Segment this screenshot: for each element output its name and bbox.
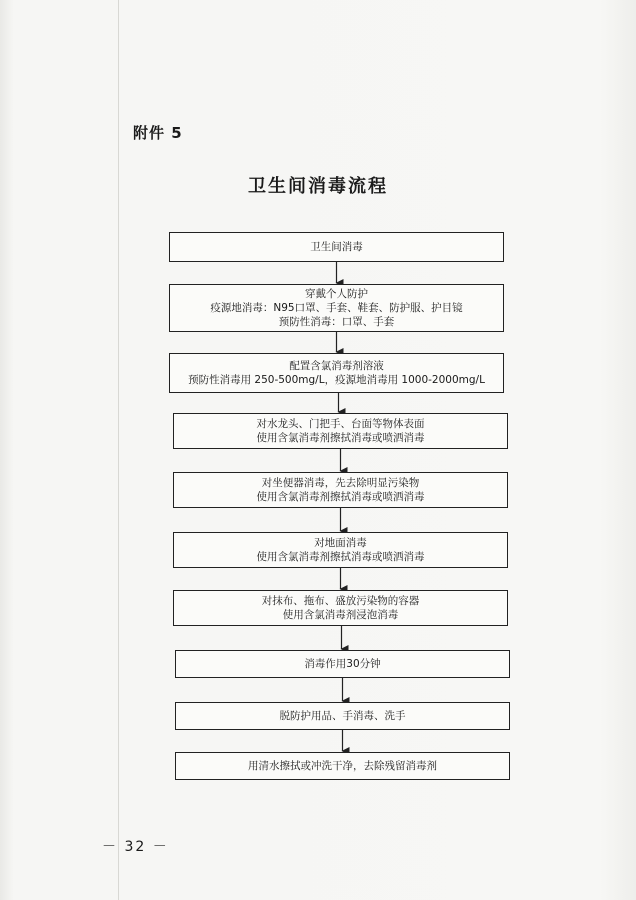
flow-step-7-line-1: 对抹布、拖布、盛放污染物的容器	[261, 595, 420, 607]
flow-step-5-line-2: 使用含氯消毒剂擦拭消毒或喷洒消毒	[256, 491, 425, 503]
flow-step-2-line-3: 预防性消毒：口罩、手套	[278, 316, 395, 328]
flow-step-7-line-2: 使用含氯消毒剂浸泡消毒	[282, 609, 399, 621]
flow-step-5	[173, 472, 508, 508]
flow-step-2-line-2: 疫源地消毒：N95口罩、手套、鞋套、防护服、护目镜	[210, 302, 463, 314]
flow-step-9	[175, 702, 510, 730]
page-number: － 32 －	[102, 839, 169, 855]
flow-step-3-line-2: 预防性消毒用 250-500mg/L，疫源地消毒用 1000-2000mg/L	[188, 374, 485, 386]
flow-step-9-line-1: 脱防护用品、手消毒、洗手	[279, 710, 406, 722]
flow-step-6	[173, 532, 508, 568]
flow-step-7	[173, 590, 508, 626]
flow-step-4-line-2: 使用含氯消毒剂擦拭消毒或喷洒消毒	[256, 432, 425, 444]
flow-step-8-line-1: 消毒作用30分钟	[304, 658, 381, 670]
flow-step-8	[175, 650, 510, 678]
flow-step-2	[169, 284, 504, 332]
flow-step-6-line-2: 使用含氯消毒剂擦拭消毒或喷洒消毒	[256, 551, 425, 563]
flow-step-1	[169, 232, 504, 262]
flow-step-3	[169, 353, 504, 393]
page-title: 卫生间消毒流程	[248, 176, 388, 197]
flow-step-1-line-1: 卫生间消毒	[310, 241, 363, 253]
flow-step-5-line-1: 对坐便器消毒，先去除明显污染物	[261, 477, 420, 489]
flow-step-4-line-1: 对水龙头、门把手、台面等物体表面	[256, 418, 425, 430]
flow-step-10-line-1: 用清水擦拭或冲洗干净，去除残留消毒剂	[248, 760, 437, 772]
flow-step-10	[175, 752, 510, 780]
attachment-label: 附件 5	[133, 124, 183, 142]
flow-step-6-line-1: 对地面消毒	[314, 537, 367, 549]
flow-step-3-line-1: 配置含氯消毒剂溶液	[289, 360, 384, 372]
flow-step-2-line-1: 穿戴个人防护	[305, 288, 368, 300]
flow-step-4	[173, 413, 508, 449]
